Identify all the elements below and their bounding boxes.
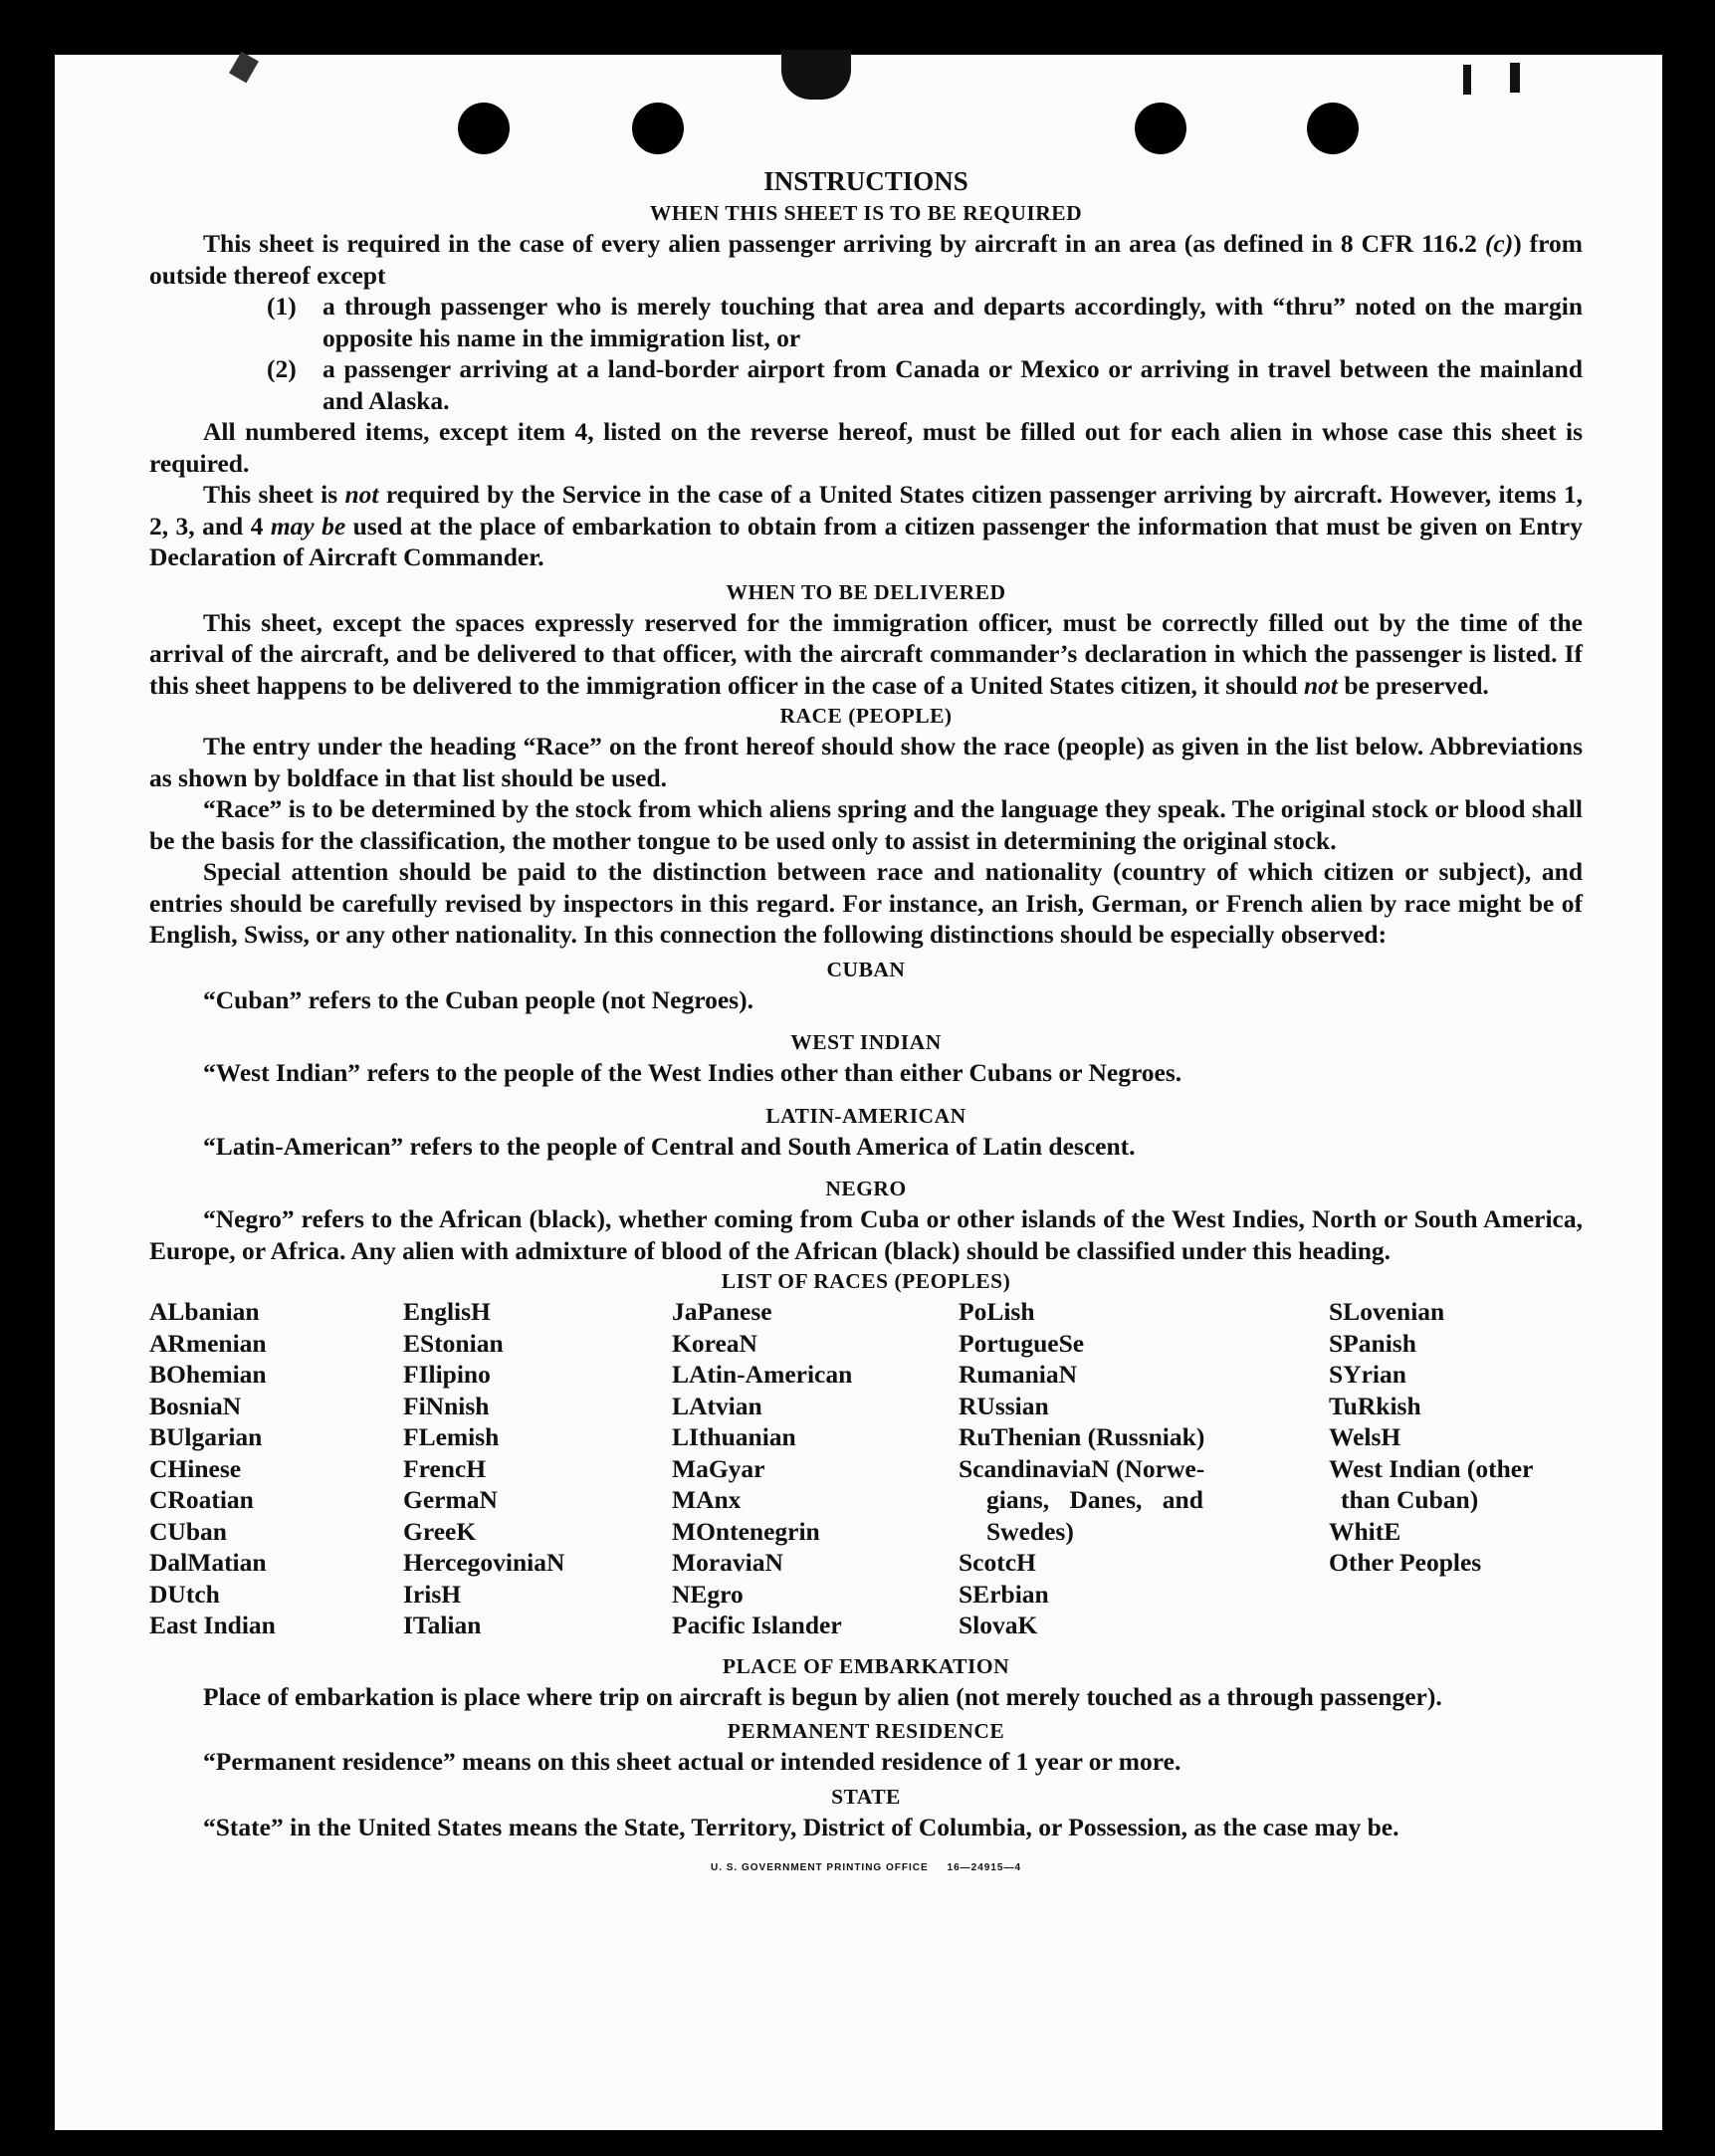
heading-cuban: CUBAN — [826, 957, 906, 981]
heading-list-of-races: LIST OF RACES (PEOPLES) — [721, 1269, 1011, 1293]
races-column-3 — [672, 1296, 959, 1641]
punch-hole — [1307, 103, 1359, 154]
exception-item-2 — [267, 353, 1583, 416]
race-entry: BUlgarian — [149, 1422, 263, 1451]
race-entry: MOntenegrin — [672, 1516, 820, 1546]
race-entry: Other Peoples — [1329, 1548, 1482, 1577]
race-entry: EnglisH — [403, 1297, 491, 1326]
paragraph-negro: “Negro” refers to the African (black), whether coming from Cuba or other islands of the West Indies, North or South America, Europe, or Africa. Any alien with admixture of blood of the African (black) should be classified under this heading. — [149, 1204, 1583, 1265]
punch-hole — [632, 103, 684, 154]
heading-state: STATE — [831, 1784, 901, 1809]
race-entry: LAtin-American — [672, 1360, 853, 1389]
scan-artifact — [1510, 63, 1520, 93]
race-entry-continuation: than Cuban) — [1341, 1485, 1479, 1514]
races-column-2 — [403, 1296, 672, 1641]
race-entry: ScotcH — [959, 1548, 1036, 1577]
paragraph-embarkation: Place of embarkation is place where trip on aircraft is begun by alien (not merely touched as a through passenger). — [203, 1681, 1442, 1711]
race-entry: FrencH — [403, 1453, 487, 1483]
punch-hole — [458, 103, 510, 154]
paragraph-numbered-items: All numbered items, except item 4, listed on the reverse hereof, must be filled out for each alien in whose case this sheet is required. — [149, 417, 1583, 478]
race-entry: FIlipino — [403, 1360, 491, 1389]
race-entry-west-indian: West Indian (other — [1329, 1453, 1534, 1483]
heading-negro: NEGRO — [825, 1177, 907, 1200]
printer-imprint: U. S. GOVERNMENT PRINTING OFFICE 16—24915—4 — [710, 1862, 1022, 1873]
race-entry: CUban — [149, 1516, 227, 1546]
exception-item-1 — [267, 291, 1583, 353]
race-entry: KoreaN — [672, 1328, 757, 1358]
race-entry: BOhemian — [149, 1360, 267, 1389]
race-entry-scandinavian: ScandinaviaN (Norwe- — [959, 1453, 1205, 1483]
scan-artifact — [229, 52, 259, 84]
race-entry: SErbian — [959, 1579, 1049, 1609]
races-column-5 — [1329, 1296, 1583, 1641]
page-title: INSTRUCTIONS — [763, 166, 968, 196]
race-entry: SlovaK — [959, 1611, 1038, 1639]
race-entry: WhitE — [1329, 1516, 1401, 1546]
race-entry: Pacific Islander — [672, 1611, 842, 1639]
exception-text: a through passenger who is merely touching that area and departs accordingly, with “thru” noted on the margin opposite his name in the immigration list, or — [322, 292, 1583, 352]
paragraph-state: “State” in the United States means the State, Territory, District of Columbia, or Possession, as the case may be. — [203, 1812, 1399, 1841]
race-entry: FiNnish — [403, 1391, 490, 1420]
exception-text: a passenger arriving at a land-border airport from Canada or Mexico or arriving in travel between the mainland and Alaska. — [322, 354, 1583, 415]
paragraph-when-required-intro: This sheet is required in the case of every alien passenger arriving by aircraft in an area (as defined in 8 CFR 116.2 (c)) from outside thereof except — [149, 229, 1583, 290]
race-entry: ITalian — [403, 1611, 482, 1639]
paragraph-race-3: Special attention should be paid to the distinction between race and nationality (country of which citizen or subject), and entries should be carefully revised by inspectors in this regard. For instance, an Irish, German, or French alien by race might be of English, Swiss, or any other nationality. In this connection the following distinctions should be especially observed: — [149, 857, 1583, 949]
paragraph-when-delivered: This sheet, except the spaces expressly reserved for the immigration officer, must be correctly filled out by the time of the arrival of the aircraft, and be delivered to that officer, with the aircraft commander’s declaration in which the passenger is listed. If this sheet happens to be delivered to the immigration officer in the case of a United States citizen, it should not be preserved. — [149, 607, 1583, 700]
race-entry: SLovenian — [1329, 1297, 1445, 1326]
heading-latin-american: LATIN-AMERICAN — [765, 1103, 966, 1128]
race-entry: GreeK — [403, 1516, 477, 1546]
exception-number: (1) — [267, 292, 297, 321]
race-entry: MoraviaN — [672, 1548, 783, 1577]
race-entry: DalMatian — [149, 1548, 267, 1577]
race-entry: MAnx — [672, 1485, 742, 1514]
heading-west-indian: WEST INDIAN — [790, 1030, 942, 1054]
heading-embarkation: PLACE OF EMBARKATION — [722, 1653, 1010, 1678]
paragraph-latin-american: “Latin-American” refers to the people of Central and South America of Latin descent. — [203, 1131, 1136, 1161]
paragraph-race-2: “Race” is to be determined by the stock from which aliens spring and the language they speak. The original stock or blood shall be the basis for the classification, the mother tongue to be used only to assist in determining the original stock. — [149, 794, 1583, 855]
exception-number: (2) — [267, 354, 297, 383]
race-entry: LIthuanian — [672, 1422, 796, 1451]
race-entry: TuRkish — [1329, 1391, 1421, 1420]
race-entry: NEgro — [672, 1579, 744, 1609]
race-entry: RuThenian (Russniak) — [959, 1422, 1205, 1451]
races-column-4 — [959, 1296, 1329, 1641]
race-entry: LAtvian — [672, 1391, 762, 1420]
scan-artifact — [781, 50, 851, 100]
race-entry: SYrian — [1329, 1360, 1406, 1389]
race-entry: East Indian — [149, 1611, 276, 1639]
instructions-content — [149, 164, 1583, 1884]
document-sheet — [55, 55, 1662, 2130]
heading-when-delivered: WHEN TO BE DELIVERED — [726, 579, 1006, 604]
paragraph-race-1: The entry under the heading “Race” on the front hereof should show the race (people) as given in the list below. Abbreviations as shown by boldface in that list should be used. — [149, 732, 1583, 792]
paragraph-west-indian: “West Indian” refers to the people of the West Indies other than either Cubans or Negroes. — [203, 1058, 1182, 1087]
race-entry: MaGyar — [672, 1453, 765, 1483]
race-entry: HercegoviniaN — [403, 1548, 565, 1577]
race-entry: CRoatian — [149, 1485, 254, 1514]
race-entry: BosniaN — [149, 1391, 242, 1420]
paragraph-cuban: “Cuban” refers to the Cuban people (not Negroes). — [203, 984, 753, 1014]
race-entry: ARmenian — [149, 1328, 267, 1358]
race-entry: EStonian — [403, 1328, 504, 1358]
race-entry: RUssian — [959, 1391, 1049, 1420]
race-entry: WelsH — [1329, 1422, 1401, 1451]
races-table — [149, 1296, 1583, 1641]
race-entry: CHinese — [149, 1453, 242, 1483]
race-entry-continuation: gians, Danes, and — [986, 1485, 1203, 1514]
race-entry: FLemish — [403, 1422, 500, 1451]
scan-artifact — [1463, 65, 1471, 95]
paragraph-residence: “Permanent residence” means on this sheet actual or intended residence of 1 year or more. — [203, 1747, 1181, 1776]
race-entry: RumaniaN — [959, 1360, 1078, 1389]
paragraph-citizen: This sheet is not required by the Service in the case of a United States citizen passenger arriving by aircraft. However, items 1, 2, 3, and 4 may be used at the place of embarkation to obtain from a citizen passenger the information that must be given on Entry Declaration of Aircraft Commander. — [149, 480, 1583, 571]
race-entry: PoLish — [959, 1297, 1035, 1326]
race-entry: PortugueSe — [959, 1328, 1085, 1358]
race-entry: GermaN — [403, 1485, 498, 1514]
race-entry: ALbanian — [149, 1297, 260, 1326]
race-entry: SPanish — [1329, 1328, 1416, 1358]
race-entry: JaPanese — [672, 1297, 772, 1326]
race-entry-continuation: Swedes) — [986, 1516, 1074, 1546]
races-column-1 — [149, 1296, 403, 1641]
race-entry: DUtch — [149, 1579, 220, 1609]
race-entry: IrisH — [403, 1579, 462, 1609]
heading-race: RACE (PEOPLE) — [779, 704, 953, 728]
heading-when-required: WHEN THIS SHEET IS TO BE REQUIRED — [649, 201, 1083, 225]
punch-hole — [1135, 103, 1186, 154]
heading-residence: PERMANENT RESIDENCE — [727, 1719, 1005, 1743]
